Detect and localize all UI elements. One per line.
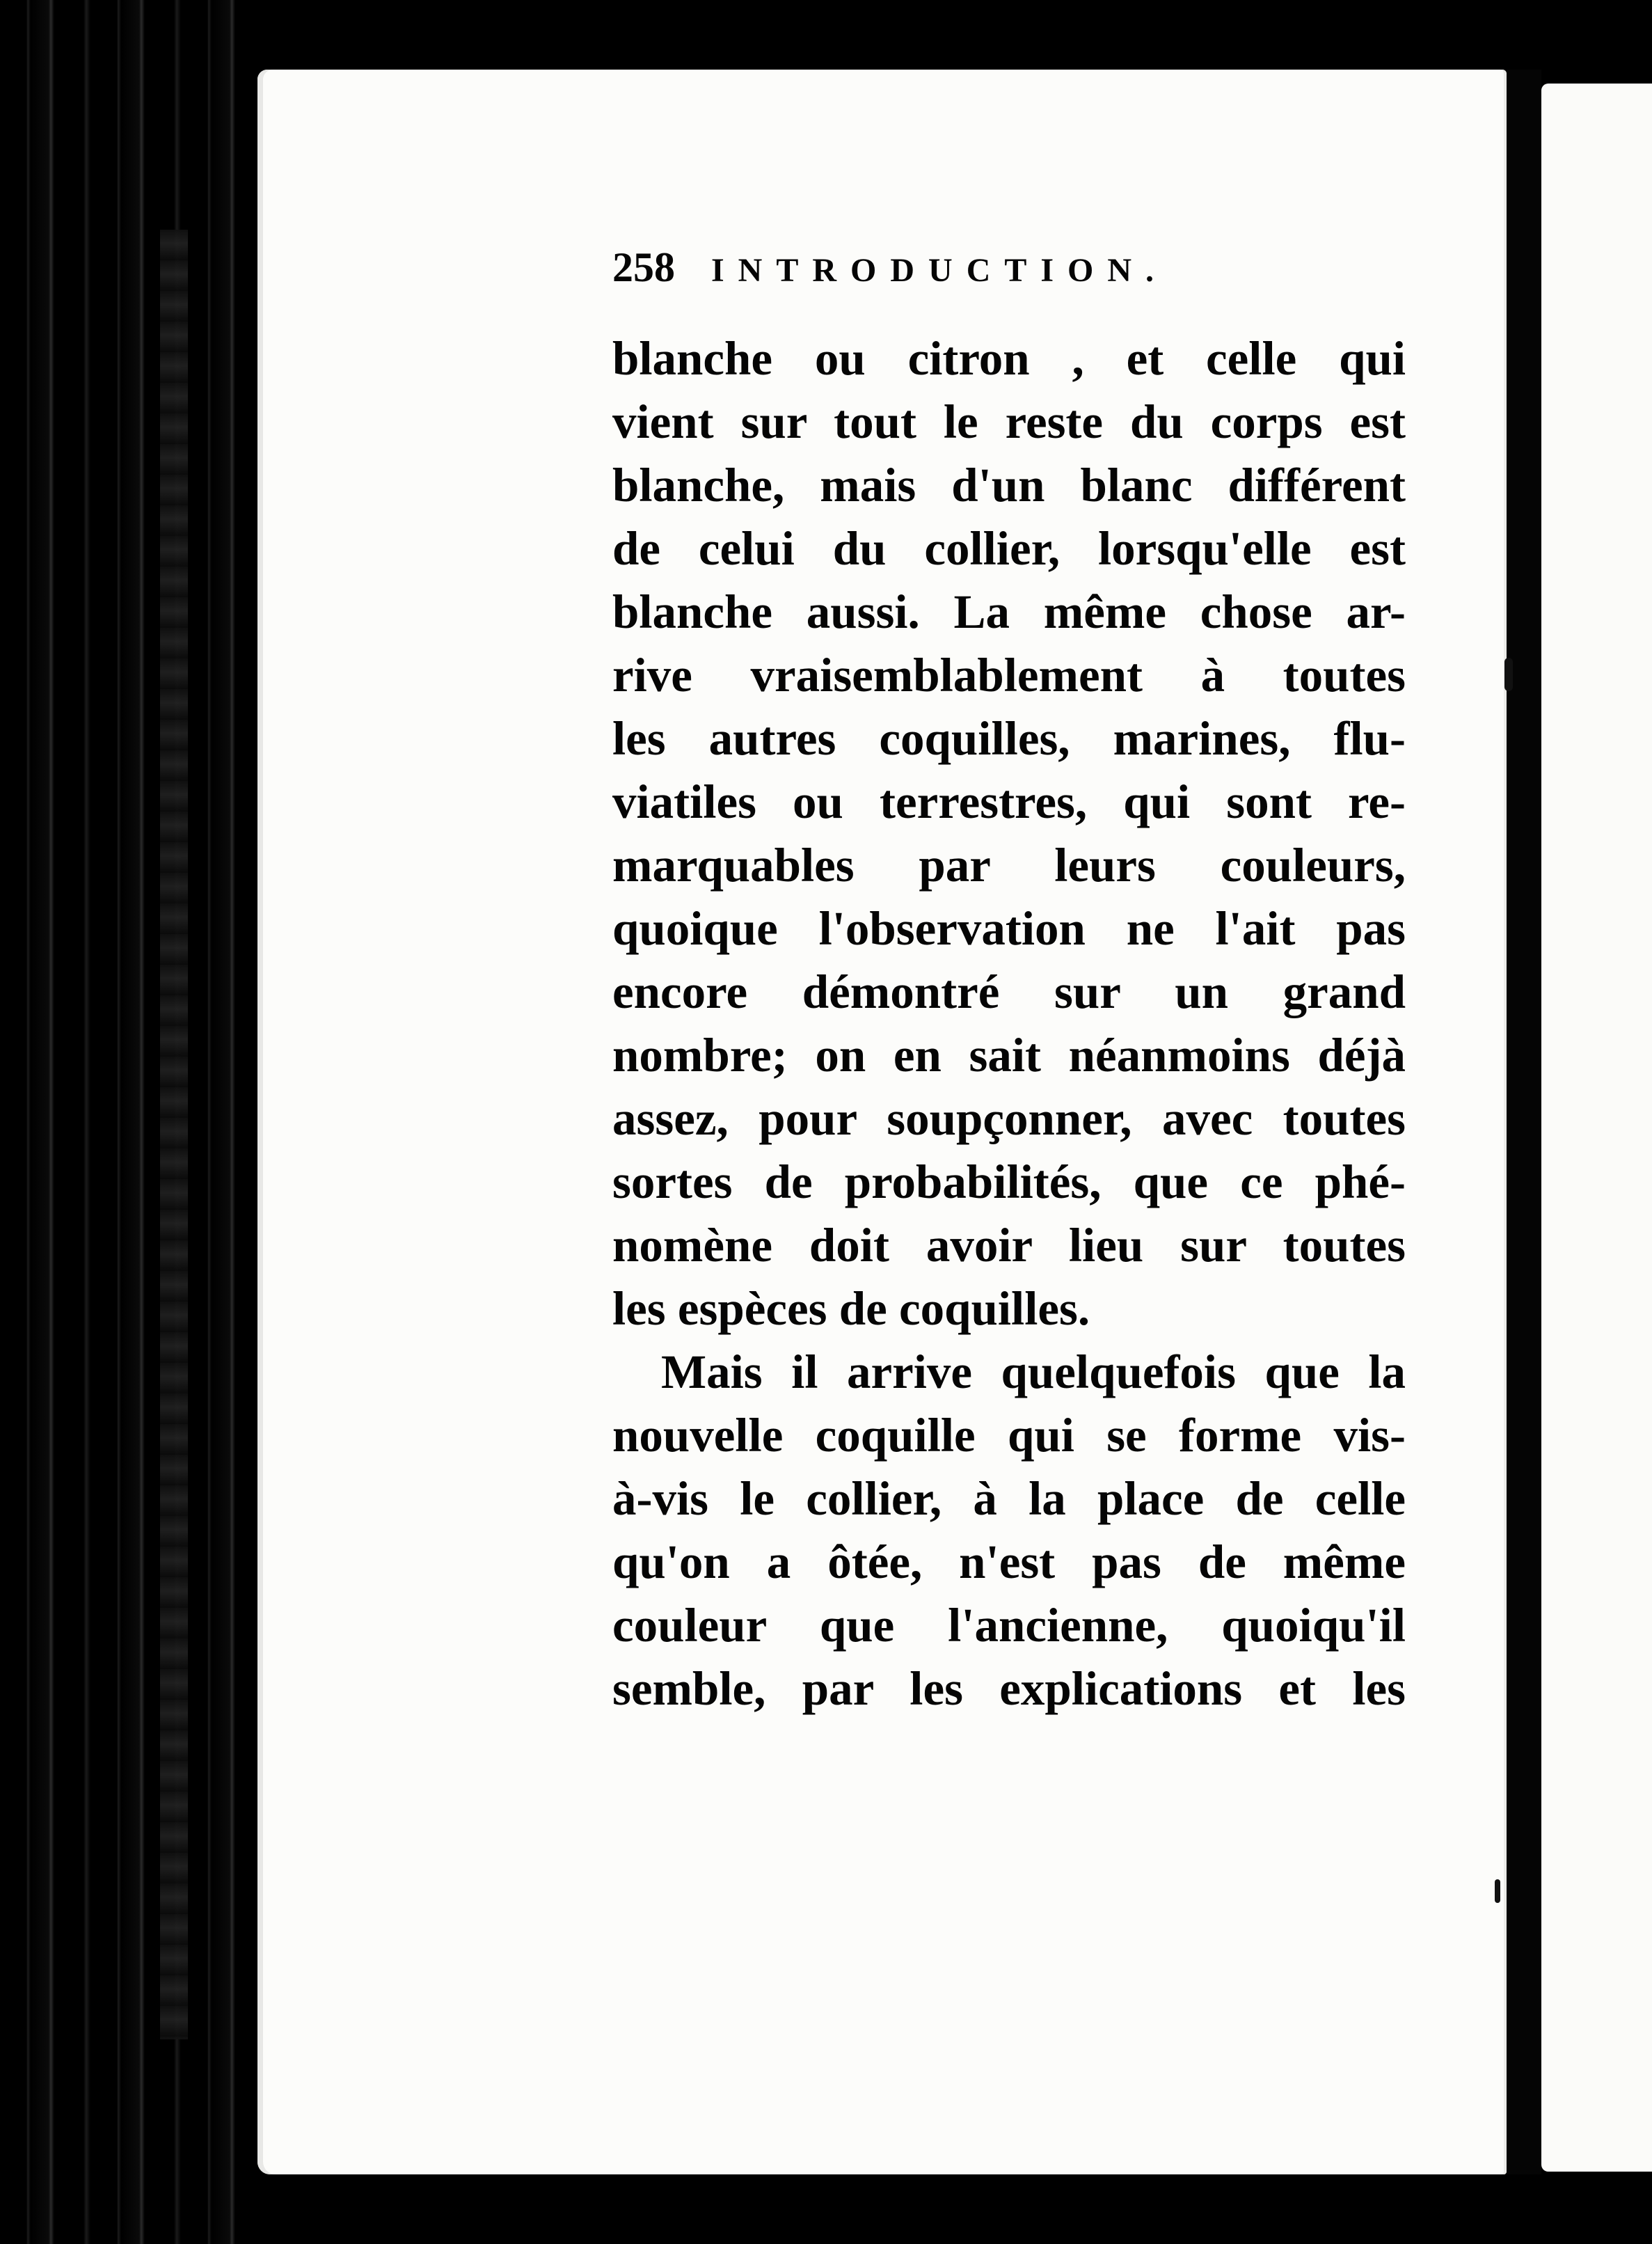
text-line: nouvelle coquille qui se forme vis- — [612, 1409, 1406, 1462]
text-line: encore démontré sur un grand — [612, 965, 1406, 1018]
running-head — [612, 244, 1406, 327]
paragraph-first-line: Mais il arrive quelquefois que la — [661, 1345, 1406, 1398]
text-line: assez, pour soupçonner, avec toutes — [612, 1092, 1406, 1145]
book-binding-shadow — [0, 0, 257, 2244]
text-line: sortes de probabilités, que ce phé- — [612, 1155, 1406, 1208]
text-line: nomène doit avoir lieu sur toutes — [612, 1219, 1406, 1272]
text-line: blanche ou citron , et celle qui — [612, 332, 1406, 385]
page-stack-edge — [160, 230, 188, 2039]
paragraph-last-line: les espèces de coquilles. — [612, 1282, 1090, 1335]
text-line: de celui du collier, lorsqu'elle est — [612, 522, 1406, 575]
text-line: blanche aussi. La même chose ar- — [612, 585, 1406, 638]
text-line: viatiles ou terrestres, qui sont re- — [612, 775, 1406, 828]
text-line: les autres coquilles, marines, flu- — [612, 712, 1406, 765]
facing-page-ink-mark — [1495, 1879, 1500, 1903]
text-line: rive vraisemblablement à toutes — [612, 649, 1406, 702]
text-line: vient sur tout le reste du corps est — [612, 395, 1406, 448]
facing-page-edge — [1541, 84, 1652, 2172]
text-line: quoique l'observation ne l'ait pas — [612, 902, 1406, 955]
page-text-block — [612, 244, 1406, 1721]
text-line: qu'on a ôtée, n'est pas de même — [612, 1535, 1406, 1588]
text-line: nombre; on en sait néanmoins déjà — [612, 1029, 1406, 1082]
facing-page-ink-mark — [1504, 658, 1513, 691]
text-line: couleur que l'ancienne, quoiqu'il — [612, 1599, 1406, 1652]
running-head-title: INTRODUCTION. — [711, 252, 1168, 289]
text-line: marquables par leurs couleurs, — [612, 839, 1406, 892]
page-number: 258 — [612, 244, 675, 290]
text-line: blanche, mais d'un blanc différent — [612, 459, 1406, 512]
text-line: à-vis le collier, à la place de celle — [612, 1472, 1406, 1525]
text-line: semble, par les explications et les — [612, 1662, 1406, 1715]
gutter-shadow — [1507, 70, 1541, 2174]
